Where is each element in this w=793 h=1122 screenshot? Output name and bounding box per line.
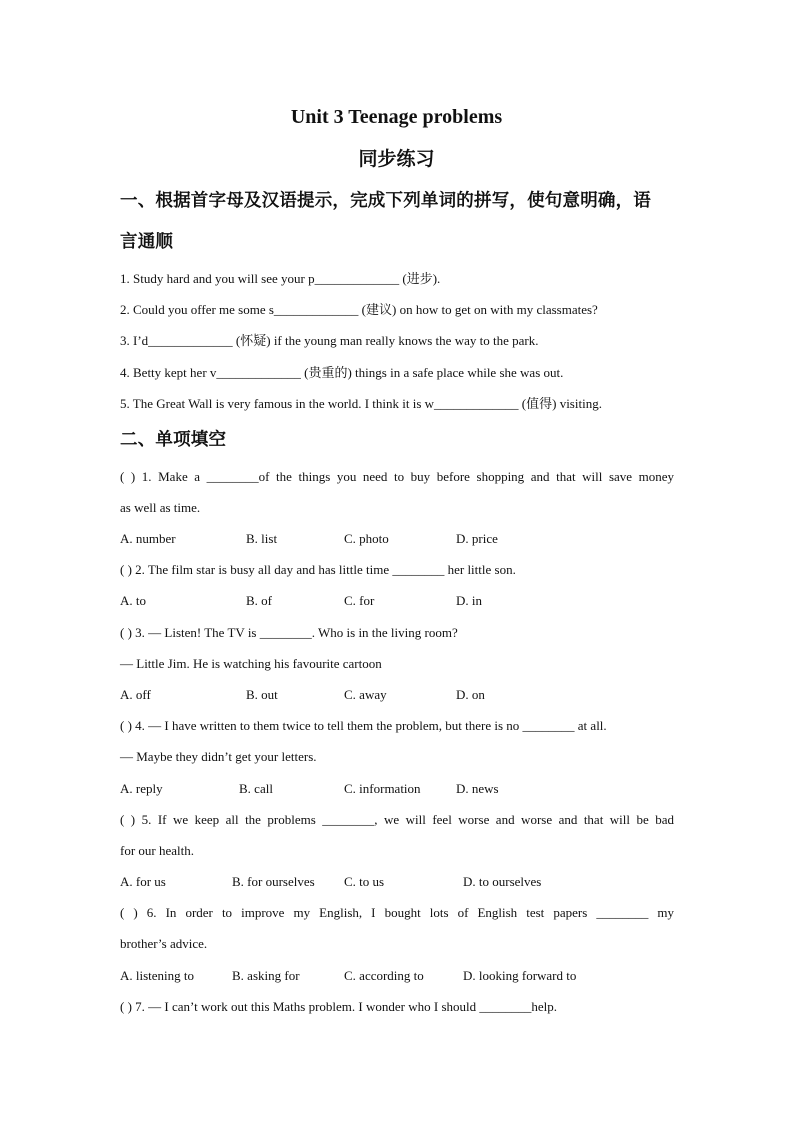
- option-c: C. for: [344, 593, 375, 608]
- question-7-stem: ( ) 7. — I can’t work out this Maths problem. I wonder who I should ________help.: [120, 999, 558, 1014]
- option-b: B. out: [246, 687, 278, 702]
- option-c: C. away: [344, 687, 387, 702]
- question-3-stem-cont: — Little Jim. He is watching his favourite cartoon: [120, 656, 382, 671]
- question-6-stem-cont: brother’s advice.: [120, 936, 208, 951]
- option-d: D. price: [456, 531, 498, 546]
- section1-heading-line2: 言通顺: [120, 232, 174, 252]
- option-a: A. for us: [120, 874, 166, 889]
- option-b: B. asking for: [232, 968, 300, 983]
- question-4-stem-cont: — Maybe they didn’t get your letters.: [120, 749, 317, 764]
- option-a: A. off: [120, 687, 151, 702]
- option-b: B. of: [246, 593, 272, 608]
- question-4-stem: ( ) 4. — I have written to them twice to tell them the problem, but there is no ________ at all.: [120, 718, 607, 733]
- question-5-stem: ( ) 5. If we keep all the problems ________, we will feel worse and worse and that will be bad: [120, 812, 674, 827]
- option-d: D. to ourselves: [463, 874, 542, 889]
- spelling-item-3: 3. I’d_____________ (怀疑) if the young man really knows the way to the park.: [120, 333, 539, 348]
- option-d: D. looking forward to: [463, 968, 577, 983]
- option-c: C. according to: [344, 968, 424, 983]
- option-b: B. for ourselves: [232, 874, 315, 889]
- section1-heading-line1: 一、根据首字母及汉语提示，完成下列单词的拼写，使句意明确，语: [120, 191, 651, 211]
- question-1-stem-cont: as well as time.: [120, 500, 201, 515]
- spelling-item-5: 5. The Great Wall is very famous in the world. I think it is w_____________ (值得) visiting.: [120, 396, 602, 411]
- option-b: B. call: [239, 781, 273, 796]
- spelling-item-1: 1. Study hard and you will see your p_____________ (进步).: [120, 271, 441, 286]
- option-d: D. on: [456, 687, 485, 702]
- option-c: C. information: [344, 781, 421, 796]
- question-6-stem: ( ) 6. In order to improve my English, I bought lots of English test papers ________ my: [120, 905, 674, 920]
- page-subtitle: 同步练习: [358, 148, 435, 170]
- option-d: D. in: [456, 593, 482, 608]
- spelling-item-4: 4. Betty kept her v_____________ (贵重的) things in a safe place while she was out.: [120, 365, 564, 380]
- option-c: C. to us: [344, 874, 385, 889]
- option-a: A. reply: [120, 781, 163, 796]
- option-d: D. news: [456, 781, 499, 796]
- option-a: A. to: [120, 593, 146, 608]
- question-1-stem: ( ) 1. Make a ________of the things you need to buy before shopping and that will save money: [120, 469, 674, 484]
- question-5-stem-cont: for our health.: [120, 843, 195, 858]
- option-a: A. number: [120, 531, 176, 546]
- question-2-stem: ( ) 2. The film star is busy all day and has little time ________ her little son.: [120, 562, 516, 577]
- option-b: B. list: [246, 531, 278, 546]
- option-c: C. photo: [344, 531, 389, 546]
- question-3-stem: ( ) 3. — Listen! The TV is ________. Who is in the living room?: [120, 625, 458, 640]
- spelling-item-2: 2. Could you offer me some s_____________ (建议) on how to get on with my classmates?: [120, 302, 598, 317]
- option-a: A. listening to: [120, 968, 195, 983]
- section2-heading: 二、单项填空: [120, 430, 227, 450]
- page-title: Unit 3 Teenage problems: [290, 106, 503, 128]
